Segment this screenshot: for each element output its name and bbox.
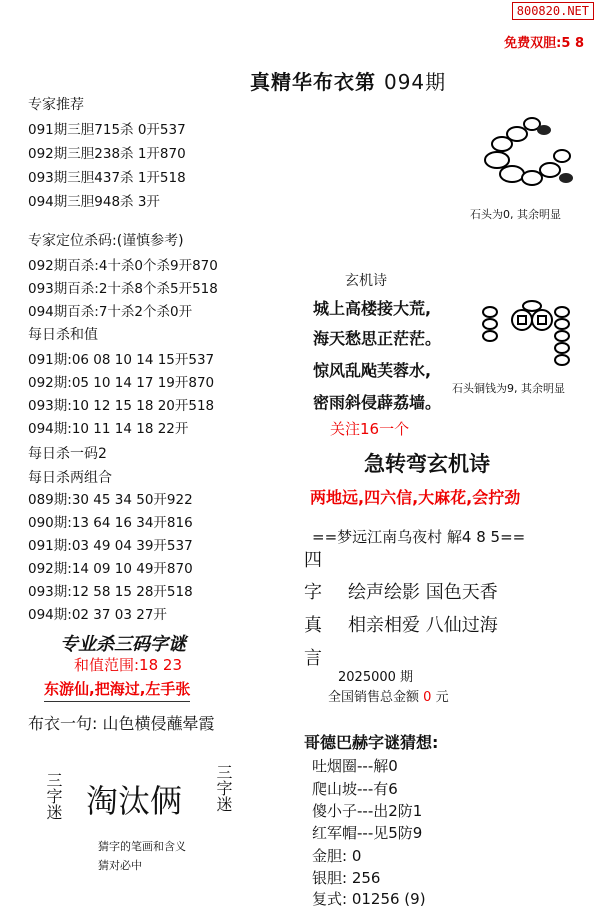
title-main: 真精华布衣第	[250, 70, 376, 94]
position-kill-line: 093期百杀:2十杀8个杀5开518	[28, 281, 218, 297]
daily-two-line: 091期:03 49 04 39开537	[28, 538, 193, 554]
four-word-char: 四	[304, 550, 322, 571]
daily-sum-line: 093期:10 12 15 18 20开518	[28, 398, 215, 414]
guess-note-2: 猜对必中	[98, 859, 142, 872]
poem-line: 海天愁思正茫茫。	[313, 329, 442, 348]
sales-label: 全国销售总金额	[328, 690, 420, 705]
position-kill-line: 094期百杀:7十杀2个杀0开	[28, 304, 193, 320]
sales-amount: 0	[423, 690, 432, 705]
site-badge[interactable]: 800820.NET	[512, 2, 594, 20]
daily-sum-line: 091期:06 08 10 14 15开537	[28, 352, 215, 368]
four-word-char: 言	[304, 648, 322, 669]
focus-note: 关注16一个	[330, 420, 410, 438]
daily-sum-heading: 每日杀和值	[28, 327, 98, 343]
four-word-text: 相亲相爱 八仙过海	[348, 615, 498, 636]
dream-line: ==梦远江南乌夜村 解4 8 5==	[312, 528, 526, 546]
four-word-char: 字	[304, 582, 322, 603]
daily-two-line: 089期:30 45 34 50开922	[28, 492, 193, 508]
godbach-line: 金胆: 0	[312, 847, 362, 865]
expert-line: 092期三胆238杀 1开870	[28, 146, 186, 162]
daily-two-line: 093期:12 58 15 28开518	[28, 584, 193, 600]
godbach-line: 复式: 01256 (9)	[312, 890, 426, 908]
position-kill-heading: 专家定位杀码:(谨慎参考)	[28, 233, 184, 249]
riddle3-sum-range: 和值范围:18 23	[74, 656, 182, 674]
riddle3-heading: 专业杀三码字谜	[60, 634, 186, 655]
poem-heading: 玄机诗	[345, 273, 387, 289]
godbach-heading: 哥德巴赫字谜猜想:	[304, 733, 439, 752]
daily-two-heading: 每日杀两组合	[28, 470, 112, 486]
daily-sum-line: 092期:05 10 14 17 19开870	[28, 375, 215, 391]
godbach-line: 吐烟圈---解0	[312, 757, 398, 775]
three-word-left: 三字迷	[44, 772, 63, 820]
four-word-char: 真	[304, 615, 322, 636]
stone-riddle-image	[462, 112, 582, 221]
three-word-main: 淘汰俩	[86, 782, 183, 820]
godbach-line: 银胆: 256	[312, 869, 381, 887]
godbach-line: 红军帽---见5防9	[312, 824, 423, 842]
sales-unit: 元	[435, 690, 449, 705]
sales-issue: 2025000 期	[338, 670, 414, 685]
poem-line: 城上高楼接大荒,	[313, 299, 432, 318]
four-word-text: 绘声绘影 国色天香	[348, 582, 498, 603]
three-word-right: 三字迷	[214, 764, 233, 812]
riddle3-phrase: 东游仙,把海过,左手张	[44, 678, 190, 702]
xuanji-line: 两地远,四六信,大麻花,会拧劲	[310, 488, 521, 507]
stone-caption: 石头为0, 其余明显	[470, 208, 561, 221]
godbach-line: 傻小子---出2防1	[312, 802, 423, 820]
coin-caption: 石头铜钱为9, 其余明显	[452, 382, 565, 395]
poem-line: 惊风乱飐芙蓉水,	[313, 361, 432, 380]
buyi-line: 布衣一句: 山色横侵蘸晕霞	[28, 714, 215, 733]
expert-line: 093期三胆437杀 1开518	[28, 170, 186, 186]
daily-two-line: 094期:02 37 03 27开	[28, 607, 167, 623]
daily-sum-line: 094期:10 11 14 18 22开	[28, 421, 189, 437]
daily-two-line: 090期:13 64 16 34开816	[28, 515, 193, 531]
page-title	[250, 66, 446, 95]
poem-line: 密雨斜侵薜荔墙。	[313, 393, 442, 412]
coin-riddle-image	[480, 298, 590, 368]
title-issue: 094期	[383, 70, 447, 94]
expert-line: 091期三胆715杀 0开537	[28, 122, 186, 138]
guess-note-1: 猜字的笔画和含义	[98, 840, 186, 853]
expert-heading: 专家推荐	[28, 97, 84, 113]
godbach-line: 爬山坡---有6	[312, 780, 398, 798]
position-kill-line: 092期百杀:4十杀0个杀9开870	[28, 258, 218, 274]
daily-two-line: 092期:14 09 10 49开870	[28, 561, 193, 577]
daily-one: 每日杀一码2	[28, 446, 107, 462]
expert-line: 094期三胆948杀 3开	[28, 194, 160, 210]
sales-line	[328, 686, 449, 705]
free-pick: 免费双胆:5 8	[504, 36, 584, 51]
xuanji-title: 急转弯玄机诗	[364, 452, 490, 476]
